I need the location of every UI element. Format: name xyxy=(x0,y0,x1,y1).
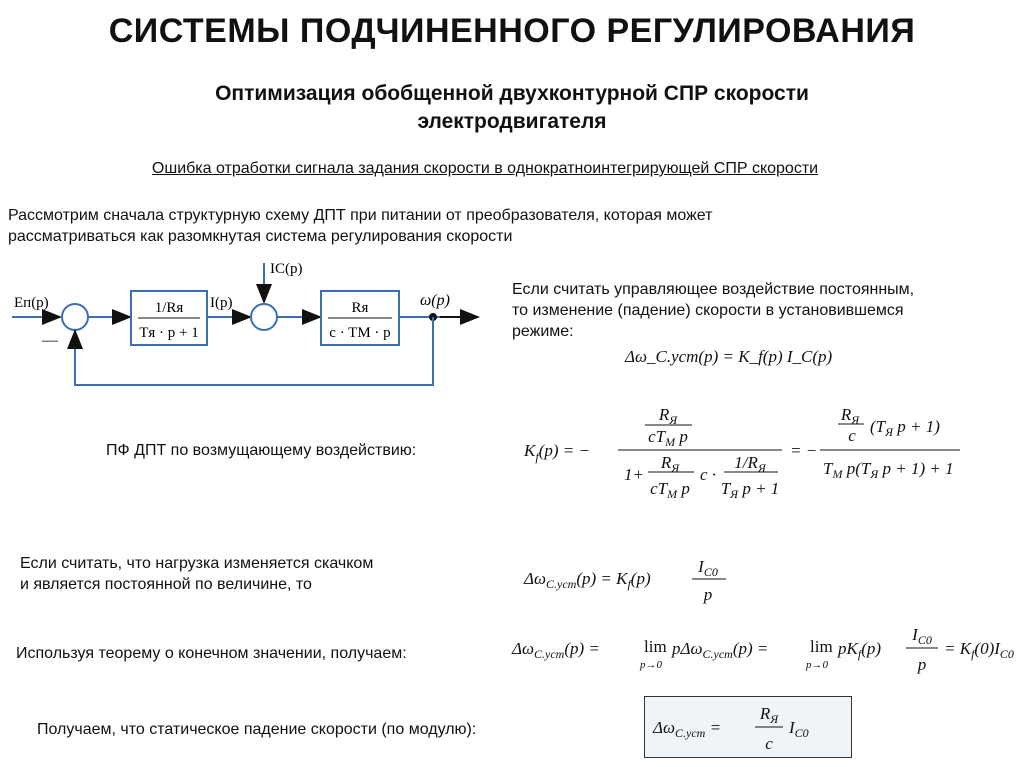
page-title: СИСТЕМЫ ПОДЧИНЕННОГО РЕГУЛИРОВАНИЯ xyxy=(108,12,916,50)
subtitle xyxy=(0,80,1024,136)
step-line-2: и является постоянной по величине, то xyxy=(20,576,312,593)
subtitle-line-1: Оптимизация обобщенной двухконтурной СПР скорости xyxy=(215,82,809,105)
armature-block-numerator: 1/Rя xyxy=(154,300,184,316)
svg-text:Kf(p) = −: $K_f(p)$ = − xyxy=(524,441,590,464)
final-value-label: Используя теорему о конечном значении, получаем: xyxy=(16,645,407,662)
constant-input-paragraph xyxy=(512,279,1012,342)
svg-text:1+: 1+ xyxy=(624,465,644,484)
svg-text:cTM p: $cT_M$ p xyxy=(650,479,690,501)
final-value-formula xyxy=(508,622,1020,684)
svg-text:p: p xyxy=(703,585,713,604)
step-load-paragraph xyxy=(20,553,373,595)
svg-text:TЯ p + 1: $T_Я$ p + 1 xyxy=(720,479,780,501)
constant-line-1: Если считать управляющее воздействие постоянным, xyxy=(512,281,915,298)
svg-text:1/RЯ: $1/R_Я$ xyxy=(734,453,766,475)
svg-text:(TЯ p + 1): ($T_Я$ p + 1) xyxy=(870,417,940,439)
step-load-formula xyxy=(520,554,740,610)
svg-text:pKf(p): $pK_f(p)$ xyxy=(838,639,882,661)
svg-text:IC0: $I_{C0}$ xyxy=(698,557,718,579)
static-drop-formula xyxy=(645,697,851,757)
intro-line-1: Рассмотрим сначала структурную схему ДПТ при питании от преобразователя, которая может xyxy=(8,207,713,224)
output-label: ω(p) xyxy=(420,292,450,309)
transfer-function-formula xyxy=(520,398,1000,508)
svg-text:IC0: $I_{C0}$ xyxy=(912,625,932,647)
step-line-1: Если считать, что нагрузка изменяется скачком xyxy=(20,555,374,572)
current-label: I(p) xyxy=(210,295,233,311)
disturbance-label: IC(p) xyxy=(270,261,303,277)
svg-text:RЯ: $R_Я$ xyxy=(840,405,860,427)
svg-text:RЯ: $R_Я$ xyxy=(660,453,680,475)
svg-text:= Kf(0)IC0: = $K_f(0)I_{C0}$ xyxy=(944,639,1014,661)
intro-line-2: рассматриваться как разомкнутая система регулирования скорости xyxy=(8,228,513,245)
svg-text:pΔωC.уст(p) =: pΔω$_{C.уст}$(p) = xyxy=(672,639,769,661)
formula-speed-drop: Δω_C.уст(p) = K_f(p) I_C(p) xyxy=(625,347,833,366)
minus-sign: — xyxy=(42,332,58,349)
mechanical-block-numerator: Rя xyxy=(351,300,369,316)
static-drop-formula-box xyxy=(644,696,852,758)
svg-text:IC0: $I_{C0}$ xyxy=(789,718,809,740)
intro-paragraph xyxy=(8,205,712,247)
svg-text:lim: lim xyxy=(810,637,833,656)
mechanical-block-denominator: c · TM · p xyxy=(329,325,391,341)
svg-text:c ·: c · xyxy=(700,465,717,484)
svg-text:c: c xyxy=(765,734,773,753)
summing-junction-1 xyxy=(62,304,88,330)
static-drop-label: Получаем, что статическое падение скорости (по модулю): xyxy=(37,721,477,738)
svg-text:ΔωC.уст =: $\Delta\omega_{C.уст}$ = xyxy=(653,718,722,740)
constant-line-3: режиме: xyxy=(512,323,574,340)
subtitle-line-2: электродвигателя xyxy=(417,110,607,133)
svg-text:ΔωC.уст(p) =: $\Delta\omega_{C.уст}(p)$ = xyxy=(512,639,600,661)
svg-text:p→0: p→0 xyxy=(806,659,828,671)
svg-text:ΔωC.уст(p) = Kf(p): $\Delta\omega_{C.уст}(p) = K_f(p)$ xyxy=(524,569,651,591)
input-label: Eп(p) xyxy=(14,295,49,311)
svg-text:p→0: p→0 xyxy=(640,659,662,671)
transfer-function-label: ПФ ДПТ по возмущающему воздействию: xyxy=(106,442,417,459)
svg-text:lim: lim xyxy=(644,637,667,656)
svg-text:p: p xyxy=(917,655,927,674)
armature-block-denominator: Tя · p + 1 xyxy=(139,325,199,341)
svg-text:cTM p: $cT_M$ p xyxy=(648,427,688,449)
svg-text:RЯ: $R_Я$ xyxy=(658,405,678,427)
svg-text:RЯ: $R_Я$ xyxy=(759,704,779,726)
block-diagram xyxy=(0,255,500,415)
svg-text:c: c xyxy=(848,426,856,445)
summing-junction-2 xyxy=(251,304,277,330)
section-heading: Ошибка отработки сигнала задания скорости в однократноинтегрирующей СПР скорости xyxy=(151,160,819,177)
constant-line-2: то изменение (падение) скорости в установившемся xyxy=(512,302,904,319)
svg-text:TM p(TЯ p + 1) + 1: $T_M$ $p(T_Я$ p + 1) + 1 xyxy=(823,459,954,481)
svg-text:= −: = − xyxy=(790,441,818,460)
